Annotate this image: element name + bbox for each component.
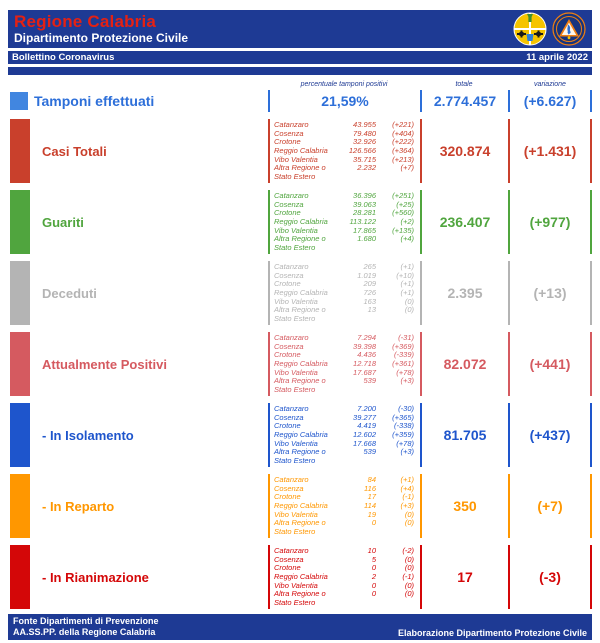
row-label-cell	[8, 261, 268, 325]
province-line	[274, 377, 418, 394]
footer-source-line2: AA.SS.PP. della Regione Calabria	[13, 626, 156, 637]
province-value: 10	[367, 546, 376, 555]
province-delta: (0)	[404, 589, 414, 599]
province-delta: (+3)	[400, 376, 414, 386]
province-delta: (-2)	[402, 546, 414, 555]
row-tamponi-effettuati	[8, 90, 592, 112]
province-name: Vibo Valentia	[274, 367, 318, 377]
province-name: Altra Regione o Stato Estero	[274, 305, 326, 323]
province-delta: (+364)	[392, 145, 414, 155]
province-breakdown	[268, 190, 420, 254]
province-delta: (+10)	[396, 270, 414, 280]
province-value: 17	[367, 492, 376, 502]
province-name: Cosenza	[274, 270, 304, 280]
province-value: 265	[363, 262, 376, 271]
province-name: Vibo Valentia	[274, 438, 318, 448]
row-variation-value: (+13)	[508, 261, 592, 325]
province-breakdown	[268, 261, 420, 325]
bulletin-label: Bollettino Coronavirus	[12, 52, 115, 63]
province-delta: (-339)	[393, 350, 414, 360]
province-value: 17.687	[353, 367, 376, 377]
province-name: Cosenza	[274, 554, 304, 564]
province-name: Vibo Valentia	[274, 509, 318, 519]
tamponi-label-cell	[8, 90, 268, 112]
row-total-value: 81.705	[420, 403, 508, 467]
province-delta: (0)	[404, 580, 414, 590]
province-value: 35.715	[353, 154, 376, 164]
row-label: Guariti	[42, 214, 84, 230]
row-variation-value: (+7)	[508, 474, 592, 538]
province-value: 0	[371, 589, 376, 599]
column-header-total: totale	[455, 81, 473, 88]
bulletin-date: 11 aprile 2022	[526, 52, 588, 63]
province-name: Catanzaro	[274, 404, 309, 413]
province-name: Catanzaro	[274, 191, 309, 200]
column-header-percent: percentuale tamponi positivi	[300, 81, 388, 88]
province-name: Crotone	[274, 208, 301, 218]
province-value: 12.602	[353, 429, 376, 439]
province-name: Altra Regione o Stato Estero	[274, 447, 326, 465]
province-value: 43.955	[353, 120, 376, 129]
province-name: Catanzaro	[274, 120, 309, 129]
province-name: Reggio Calabria	[274, 287, 328, 297]
province-name: Reggio Calabria	[274, 571, 328, 581]
province-name: Cosenza	[274, 412, 304, 422]
province-name: Reggio Calabria	[274, 429, 328, 439]
tamponi-label: Tamponi effettuati	[34, 93, 155, 109]
province-breakdown	[268, 403, 420, 467]
table-row	[8, 545, 592, 609]
province-value: 113.122	[349, 216, 376, 226]
province-value: 84	[367, 475, 376, 484]
province-value: 163	[363, 296, 376, 306]
province-delta: (-31)	[398, 333, 414, 342]
bulletin-bar	[8, 51, 592, 64]
province-delta: (0)	[404, 518, 414, 528]
row-total-value: 320.874	[420, 119, 508, 183]
province-value: 12.718	[353, 358, 376, 368]
province-delta: (+4)	[400, 234, 414, 244]
row-variation-value: (+977)	[508, 190, 592, 254]
province-name: Crotone	[274, 137, 301, 147]
province-value: 36.396	[353, 191, 376, 200]
province-breakdown	[268, 474, 420, 538]
province-value: 7.200	[357, 404, 376, 413]
header-titles	[14, 13, 188, 44]
province-delta: (+2)	[400, 216, 414, 226]
province-value: 5	[371, 554, 376, 564]
tamponi-total-value: 2.774.457	[420, 90, 508, 112]
province-delta: (+213)	[392, 154, 414, 164]
province-value: 39.277	[353, 412, 376, 422]
province-delta: (+1)	[400, 287, 414, 297]
province-delta: (+135)	[392, 225, 414, 235]
province-value: 4.419	[357, 421, 376, 431]
row-label: - In Reparto	[42, 498, 115, 514]
province-value: 39.398	[353, 341, 376, 351]
province-value: 79.480	[353, 128, 376, 138]
province-line	[274, 164, 418, 181]
province-value: 539	[363, 447, 376, 457]
province-name: Catanzaro	[274, 475, 309, 484]
province-delta: (+1)	[400, 279, 414, 289]
province-delta: (+4)	[400, 483, 414, 493]
province-delta: (+221)	[392, 120, 414, 129]
province-value: 726	[363, 287, 376, 297]
table-body	[8, 90, 592, 609]
province-delta: (+78)	[396, 367, 414, 377]
table-row	[8, 190, 592, 254]
province-line	[274, 448, 418, 465]
province-value: 1.019	[357, 270, 376, 280]
province-name: Crotone	[274, 492, 301, 502]
province-delta: (+25)	[396, 199, 414, 209]
province-delta: (0)	[404, 296, 414, 306]
province-delta: (0)	[404, 509, 414, 519]
province-name: Cosenza	[274, 199, 304, 209]
row-label-cell	[8, 474, 268, 538]
province-name: Vibo Valentia	[274, 225, 318, 235]
province-delta: (-338)	[393, 421, 414, 431]
province-delta: (-1)	[402, 492, 414, 502]
row-label: - In Rianimazione	[42, 569, 149, 585]
province-value: 114	[364, 500, 376, 510]
province-delta: (-1)	[402, 571, 414, 581]
row-label: Attualmente Positivi	[42, 356, 167, 372]
table-row	[8, 332, 592, 396]
row-total-value: 82.072	[420, 332, 508, 396]
province-name: Altra Regione o Stato Estero	[274, 163, 326, 181]
column-header-variation: variazione	[534, 81, 566, 88]
province-value: 39.063	[353, 199, 376, 209]
province-value: 0	[371, 580, 376, 590]
row-label-cell	[8, 119, 268, 183]
province-delta: (+365)	[392, 412, 414, 422]
province-delta: (+3)	[400, 447, 414, 457]
row-label: Deceduti	[42, 285, 97, 301]
province-value: 17.668	[353, 438, 376, 448]
row-variation-value: (-3)	[508, 545, 592, 609]
row-color-bar	[10, 261, 30, 325]
province-value: 28.281	[353, 208, 376, 218]
province-delta: (+359)	[392, 429, 414, 439]
province-name: Vibo Valentia	[274, 296, 318, 306]
tamponi-color-swatch	[10, 92, 28, 110]
footer-source-line1: Fonte Dipartimenti di Prevenzione	[13, 615, 159, 626]
header	[8, 10, 592, 48]
province-delta: (+1)	[400, 262, 414, 271]
province-delta: (+1)	[400, 475, 414, 484]
row-variation-value: (+1.431)	[508, 119, 592, 183]
row-color-bar	[10, 119, 30, 183]
province-name: Reggio Calabria	[274, 500, 328, 510]
province-name: Vibo Valentia	[274, 580, 318, 590]
row-color-bar	[10, 545, 30, 609]
province-name: Catanzaro	[274, 333, 309, 342]
footer-source	[13, 616, 159, 639]
province-name: Reggio Calabria	[274, 216, 328, 226]
province-name: Reggio Calabria	[274, 145, 328, 155]
table-row	[8, 119, 592, 183]
row-label: Casi Totali	[42, 143, 107, 159]
province-breakdown	[268, 332, 420, 396]
province-delta: (+361)	[392, 358, 414, 368]
province-value: 13	[367, 305, 376, 315]
province-delta: (+560)	[392, 208, 414, 218]
province-value: 2	[371, 571, 376, 581]
table-row	[8, 261, 592, 325]
province-delta: (+369)	[392, 341, 414, 351]
province-value: 126.566	[348, 145, 376, 155]
row-label-cell	[8, 332, 268, 396]
province-delta: (+251)	[392, 191, 414, 200]
province-line	[274, 235, 418, 252]
page-title: Regione Calabria	[14, 12, 157, 32]
province-name: Reggio Calabria	[274, 358, 328, 368]
province-delta: (+78)	[396, 438, 414, 448]
row-total-value: 350	[420, 474, 508, 538]
province-name: Crotone	[274, 421, 301, 431]
province-name: Crotone	[274, 350, 301, 360]
province-value: 209	[363, 279, 376, 289]
province-value: 116	[364, 483, 376, 493]
province-name: Cosenza	[274, 128, 304, 138]
province-name: Crotone	[274, 279, 301, 289]
province-delta: (0)	[404, 305, 414, 315]
province-name: Altra Regione o Stato Estero	[274, 518, 326, 536]
province-line	[274, 306, 418, 323]
province-name: Altra Regione o Stato Estero	[274, 589, 326, 607]
province-delta: (+404)	[392, 128, 414, 138]
province-name: Catanzaro	[274, 546, 309, 555]
protezione-civile-logo-icon	[552, 12, 586, 46]
footer-elaboration: Elaborazione Dipartimento Protezione Civile	[397, 628, 587, 638]
province-delta: (+222)	[392, 137, 414, 147]
row-label: - In Isolamento	[42, 427, 134, 443]
province-value: 4.436	[357, 350, 376, 360]
province-delta: (0)	[404, 563, 414, 573]
province-line	[274, 590, 418, 607]
row-variation-value: (+441)	[508, 332, 592, 396]
province-delta: (0)	[404, 554, 414, 564]
province-name: Altra Regione o Stato Estero	[274, 234, 326, 252]
row-total-value: 17	[420, 545, 508, 609]
province-value: 7.294	[357, 333, 376, 342]
province-delta: (-30)	[398, 404, 414, 413]
province-value: 0	[371, 518, 376, 528]
province-name: Cosenza	[274, 341, 304, 351]
row-label-cell	[8, 190, 268, 254]
row-label-cell	[8, 403, 268, 467]
regione-calabria-logo-icon	[513, 12, 547, 46]
row-color-bar	[10, 474, 30, 538]
row-variation-value: (+437)	[508, 403, 592, 467]
province-delta: (+3)	[400, 500, 414, 510]
row-total-value: 2.395	[420, 261, 508, 325]
row-total-value: 236.407	[420, 190, 508, 254]
province-name: Catanzaro	[274, 262, 309, 271]
province-breakdown	[268, 119, 420, 183]
province-name: Altra Regione o Stato Estero	[274, 376, 326, 394]
province-value: 539	[363, 376, 376, 386]
province-name: Crotone	[274, 563, 301, 573]
row-color-bar	[10, 190, 30, 254]
row-label-cell	[8, 545, 268, 609]
province-value: 2.232	[357, 163, 376, 173]
table-row	[8, 474, 592, 538]
footer	[8, 614, 592, 640]
table-row	[8, 403, 592, 467]
province-value: 32.926	[353, 137, 376, 147]
province-name: Cosenza	[274, 483, 304, 493]
province-value: 0	[371, 563, 376, 573]
tamponi-variation-value: (+6.627)	[508, 90, 592, 112]
header-logos	[513, 12, 586, 46]
row-color-bar	[10, 332, 30, 396]
spacer-bar	[8, 67, 592, 75]
tamponi-percent-value: 21,59%	[268, 90, 420, 112]
province-line	[274, 519, 418, 536]
province-value: 1.680	[357, 234, 376, 244]
province-value: 17.865	[353, 225, 376, 235]
page-subtitle: Dipartimento Protezione Civile	[14, 30, 189, 45]
province-breakdown	[268, 545, 420, 609]
province-name: Vibo Valentia	[274, 154, 318, 164]
province-delta: (+7)	[400, 163, 414, 173]
row-color-bar	[10, 403, 30, 467]
province-value: 19	[367, 509, 376, 519]
column-headers	[8, 77, 592, 89]
